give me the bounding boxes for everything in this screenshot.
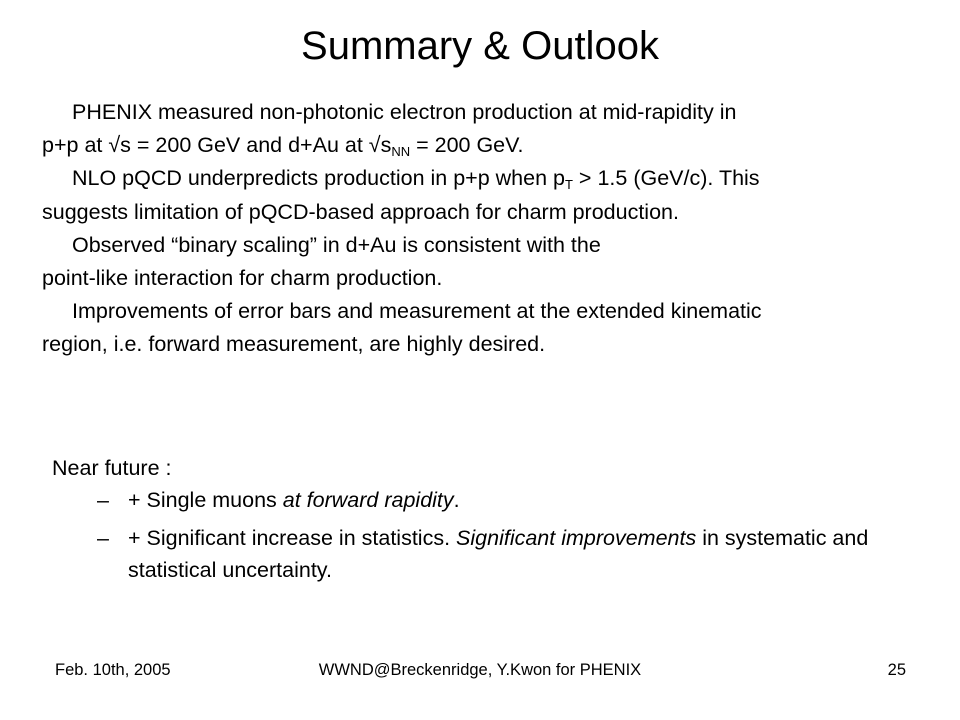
- summary-p2-line2: suggests limitation of pQCD-based approach for charm production.: [42, 199, 679, 224]
- near-future-heading: Near future :: [52, 456, 172, 480]
- near-future-item-1-text: [128, 484, 908, 516]
- summary-p1-line2: [42, 129, 942, 162]
- summary-block: [42, 96, 942, 362]
- summary-p2-line1-a: NLO pQCD underpredicts production in p+p when p: [72, 166, 565, 191]
- item1-plain: + Single muons: [128, 488, 283, 512]
- summary-p2-line1-b: > 1.5 (GeV/c). This: [572, 166, 760, 191]
- item2-end: in systematic and statistical uncertainty.: [128, 526, 869, 582]
- summary-p4-line2: region, i.e. forward measurement, are highly desired.: [42, 332, 546, 357]
- summary-p1-subscript: NN: [391, 144, 411, 160]
- near-future-item-2-text: [128, 522, 908, 586]
- bullet-dash: –: [97, 526, 109, 550]
- item1-italic: at forward rapidity: [282, 488, 454, 512]
- bullet-dash: –: [97, 488, 109, 512]
- footer-date: Feb. 10th, 2005: [55, 661, 171, 679]
- slide-title: Summary & Outlook: [301, 24, 659, 68]
- summary-p1-line1: PHENIX measured non-photonic electron production at mid-rapidity in: [72, 100, 737, 124]
- summary-p4-line1: Improvements of error bars and measurement at the extended kinematic: [72, 299, 762, 324]
- summary-p2-line1: [42, 162, 942, 195]
- summary-p3-line2: point-like interaction for charm production.: [42, 265, 443, 290]
- summary-p2-subscript: T: [565, 177, 573, 193]
- summary-p3-line1: Observed “binary scaling” in d+Au is consistent with the: [72, 232, 601, 257]
- item2-plain: + Significant increase in statistics.: [128, 526, 457, 550]
- summary-p1-line2-b: = 200 GeV.: [410, 133, 524, 158]
- item2-italic: Significant improvements: [456, 526, 697, 550]
- summary-p1-line2-a: p+p at √s = 200 GeV and d+Au at √s: [42, 133, 392, 158]
- item1-end: .: [453, 488, 460, 512]
- footer-page-number: 25: [887, 661, 906, 679]
- footer-event: WWND@Breckenridge, Y.Kwon for PHENIX: [318, 661, 642, 679]
